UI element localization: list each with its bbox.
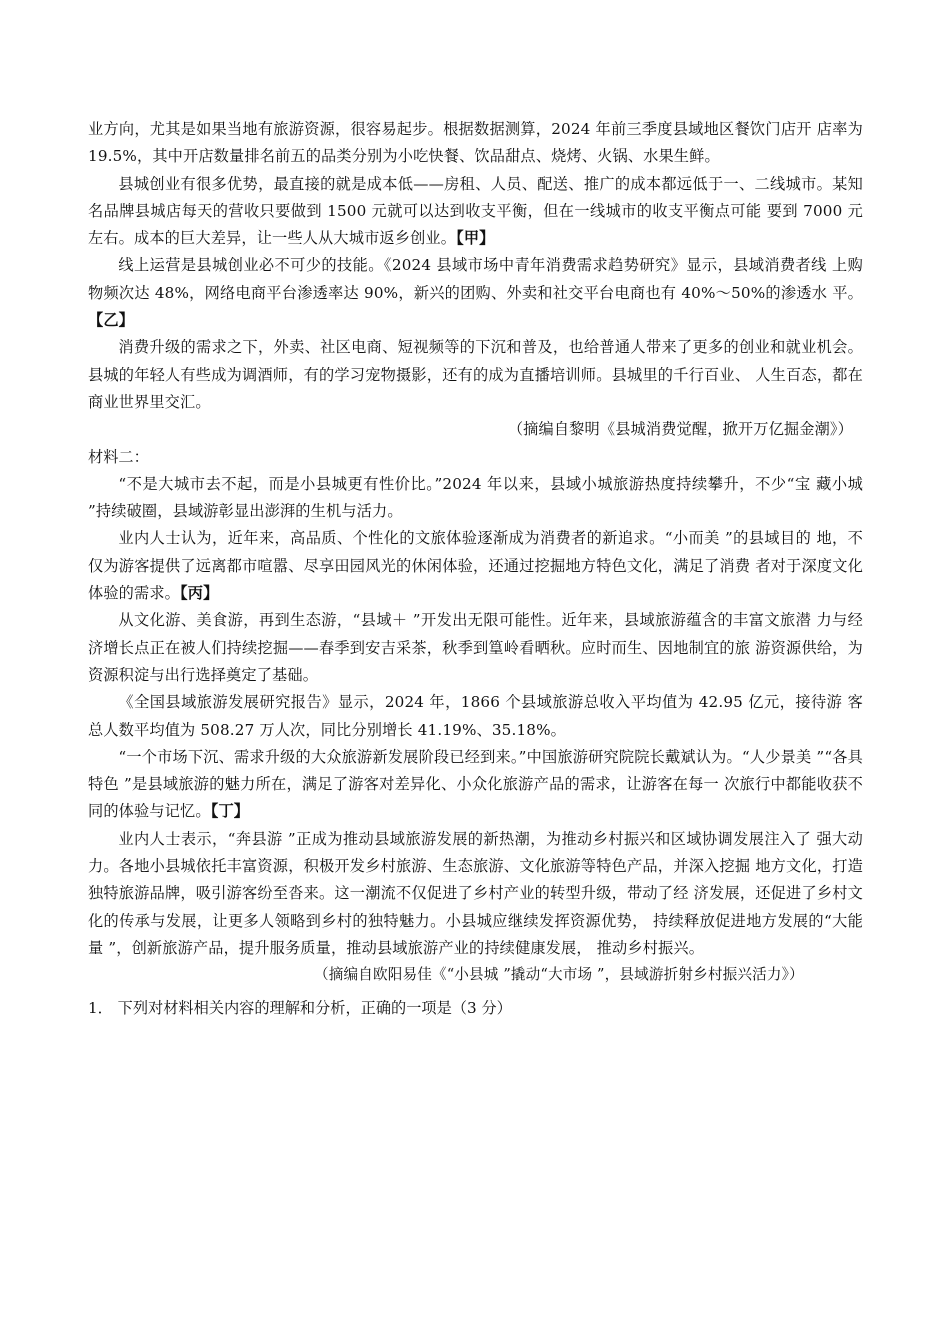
marker-jia: 【甲】 (456, 229, 495, 248)
question-1: 1． 下列对材料相关内容的理解和分析，正确的一项是（3 分） (88, 998, 512, 1017)
paragraph-new-stage: “一个市场下沉、需求升级的大众旅游新发展阶段已经到来。”中国旅游研究院院长戴斌认为。“人少景美 ”“各具特色 ”是县域旅游的魅力所在，满足了游客对差异化、小众化旅游产品的需求，让游客在每一 次旅行中都能收获不同的体验与记忆。【丁】 (88, 747, 863, 821)
paragraph-online-operation: 线上运营是县城创业必不可少的技能。《2024 县域市场中青年消费需求趋势研究》显示，县域消费者线 上购物频次达 48%，网络电商平台渗透率达 90%，新兴的团购、外卖和社交平台电商也有 40%～50%的渗透水 平。【乙】 (88, 256, 863, 330)
paragraph-cost-advantage: 县城创业有很多优势，最直接的就是成本低——房租、人员、配送、推广的成本都远低于一、二线城市。某知名品牌县城店每天的营收只要做到 1500 元就可以达到收支平衡，但在一线城市的收支平衡点可能 要到 7000 元左右。成本的巨大差异，让一些人从大城市返乡创业。【甲】 (88, 174, 863, 248)
paragraph-cultural-demand: 业内人士认为，近年来，高品质、个性化的文旅体验逐渐成为消费者的新追求。“小而美 ”的县域目的 地，不仅为游客提供了远离都市喧嚣、尽享田园风光的休闲体验，还通过挖掘地方特色文化，满足了消费 者对于深度文化体验的需求。【丙】 (88, 529, 863, 603)
material-two-label: 材料二： (88, 447, 149, 466)
paragraph-tourism-potential: 从文化游、美食游，再到生态游，“县域＋ ”开发出无限可能性。近年来，县域旅游蕴含的丰富文旅潜 力与经济增长点正在被人们持续挖掘——春季到安吉采茶，秋季到篁岭看晒秋。应时而生、因地制宜的旅 游资源供给，为资源积淀与出行选择奠定了基础。 (88, 611, 863, 684)
source-citation-2: （摘编自欧阳易佳《“小县城 ”撬动“大市场 ”，县域游折射乡村振兴活力》） (314, 966, 804, 984)
paragraph-shop-opening: 业方向，尤其是如果当地有旅游资源，很容易起步。根据数据测算，2024 年前三季度县域地区餐饮门店开 店率为 19.5%，其中开店数量排名前五的品类分别为小吃快餐、饮品甜点、烧烤、火锅、水果生鲜。 (88, 120, 863, 166)
source-citation-1: （摘编自黎明《县城消费觉醒，掀开万亿掘金潮》） (507, 420, 853, 439)
paragraph-tourism-report: 《全国县域旅游发展研究报告》显示，2024 年，1866 个县域旅游总收入平均值为 42.95 亿元，接待游 客总人数平均值为 508.27 万人次，同比分别增长 41.19%、35.18%。 (88, 693, 863, 739)
marker-ding: 【丁】 (210, 802, 250, 821)
paragraph-value-for-money: “不是大城市去不起，而是小县城更有性价比。”2024 年以来，县域小城旅游热度持续攀升，不少“宝 藏小城 ”持续破圈，县域游彰显出澎湃的生机与活力。 (88, 474, 863, 521)
paragraph-county-tourism-power: 业内人士表示，“奔县游 ”正成为推动县域旅游发展的新热潮，为推动乡村振兴和区域协调发展注入了 强大动力。各地小县城依托丰富资源，积极开发乡村旅游、生态旅游、文化旅游等特色产品，并深入挖掘 地方文化，打造独特旅游品牌，吸引游客纷至沓来。这一潮流不仅促进了乡村产业的转型升级，带动了经 济发展，还促进了乡村文化的传承与发展，让更多人领略到乡村的独特魅力。小县城应继续发挥资源优势， 持续释放促进地方发展的“大能量 ”，创新旅游产品，提升服务质量，推动县域旅游产业的持续健康发展， 推动乡村振兴。 (88, 829, 863, 957)
paragraph-consumption-upgrade: 消费升级的需求之下，外卖、社区电商、短视频等的下沉和普及，也给普通人带来了更多的创业和就业机会。县城的年轻人有些成为调酒师，有的学习宠物摄影，还有的成为直播培训师。县城里的千行百业、 人生百态，都在商业世界里交汇。 (88, 338, 863, 411)
marker-yi: 【乙】 (88, 311, 135, 330)
document-page (88, 116, 863, 1022)
marker-bing: 【丙】 (180, 584, 219, 603)
